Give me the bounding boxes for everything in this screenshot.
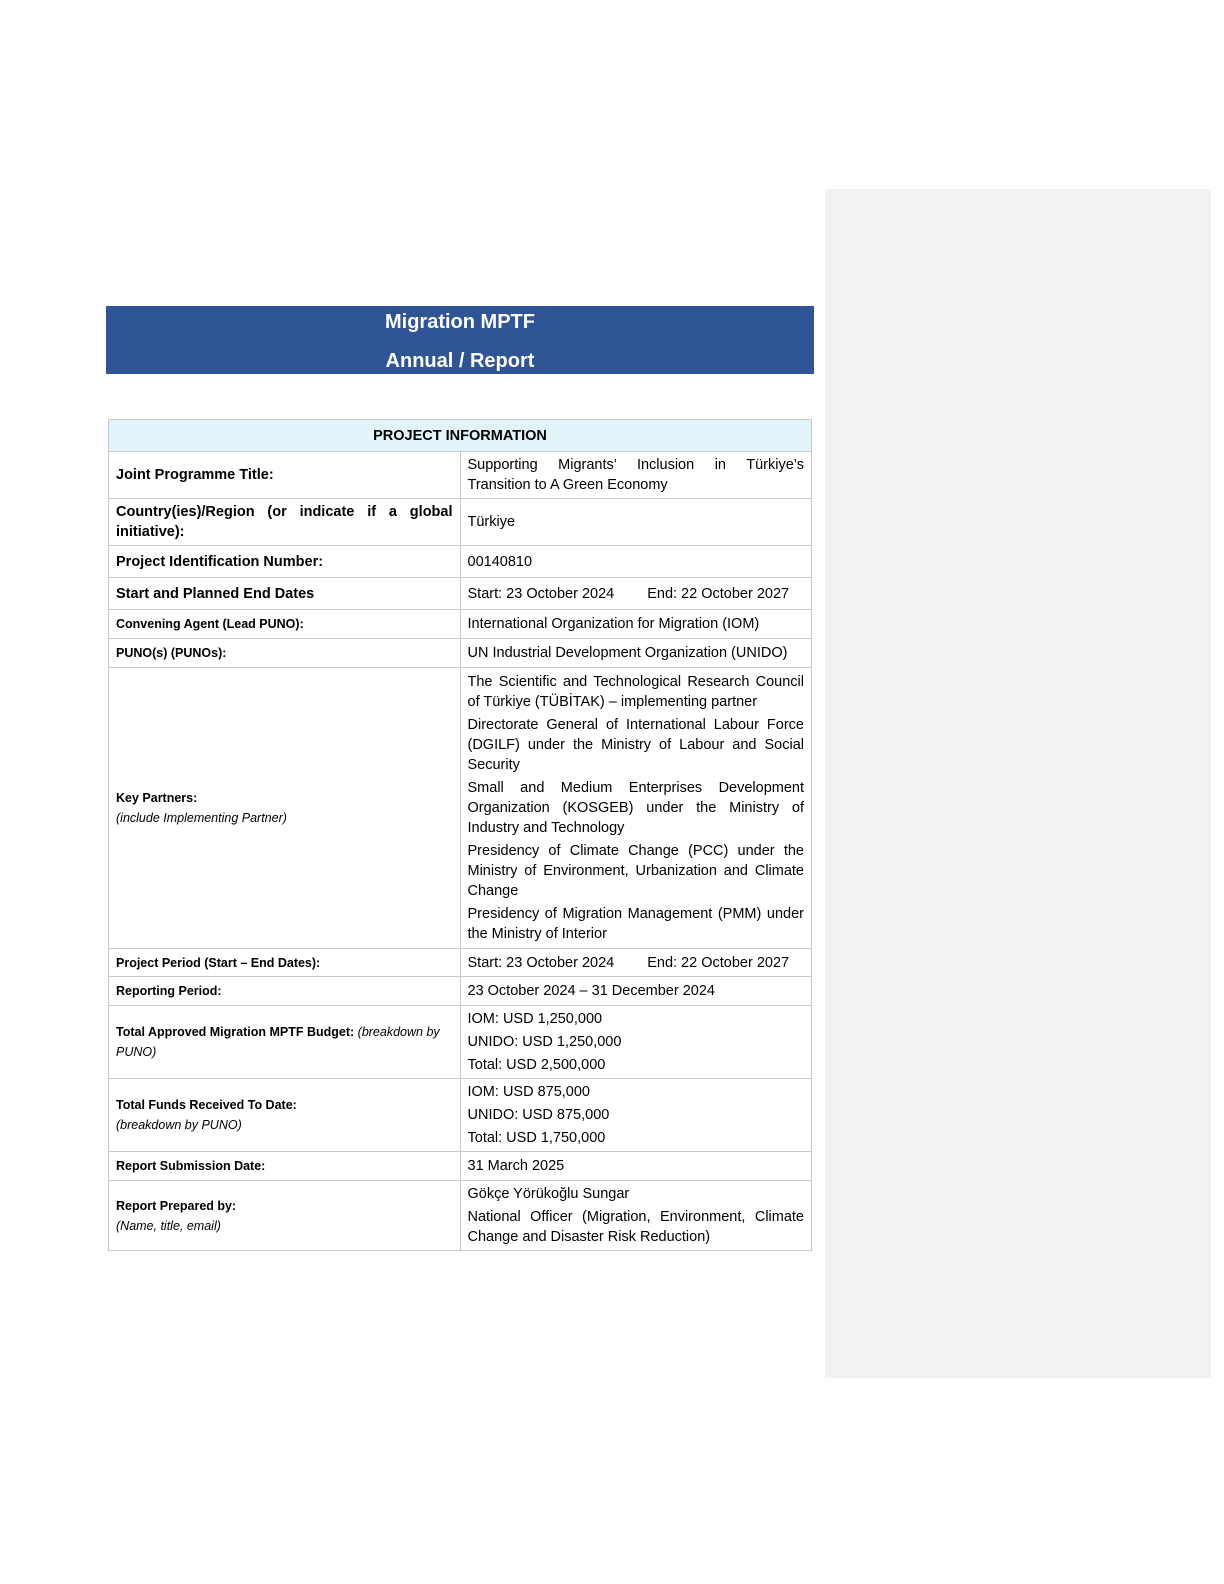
- report-banner: [106, 306, 814, 374]
- convening-agent-label: Convening Agent (Lead PUNO):: [109, 610, 461, 639]
- end-date: End: 22 October 2027: [647, 585, 790, 602]
- budget-label-cell: [109, 1006, 461, 1079]
- country-label: Country(ies)/Region (or indicate if a global initiative):: [109, 499, 461, 546]
- table-header: PROJECT INFORMATION: [109, 420, 812, 452]
- start-end-dates-value: [460, 578, 812, 610]
- country-value: Türkiye: [460, 499, 812, 546]
- table-row: [109, 546, 812, 578]
- budget-line: UNIDO: USD 1,250,000: [467, 1034, 622, 1050]
- project-period-value: [460, 949, 812, 977]
- funds-received-value: [460, 1079, 812, 1152]
- project-end-date: End: 22 October 2027: [647, 954, 790, 971]
- banner-subtitle: Annual / Report: [385, 350, 535, 372]
- table-row: [109, 578, 812, 610]
- budget-label-note: (breakdown by PUNO): [116, 1025, 440, 1059]
- table-row: [109, 499, 812, 546]
- prepared-by-sublabel: (Name, title, email): [116, 1218, 221, 1233]
- table-row: [109, 977, 812, 1006]
- project-information-table: [108, 419, 812, 1251]
- project-start-date: Start: 23 October 2024: [467, 954, 615, 971]
- budget-label: Total Approved Migration MPTF Budget:: [116, 1025, 355, 1039]
- reporting-period-value: 23 October 2024 – 31 December 2024: [460, 977, 812, 1006]
- joint-programme-title-value: Supporting Migrants’ Inclusion in Türkiye’s Transition to A Green Economy: [460, 452, 812, 499]
- funds-received-label: Total Funds Received To Date:: [116, 1098, 297, 1112]
- punos-label: PUNO(s) (PUNOs):: [109, 639, 461, 668]
- key-partner-item: Directorate General of International Labour Force (DGILF) under the Ministry of Labour and Social Security: [467, 717, 804, 773]
- budget-value: [460, 1006, 812, 1079]
- joint-programme-title-label: Joint Programme Title:: [109, 452, 461, 499]
- table-row: [109, 668, 812, 949]
- budget-line: IOM: USD 1,250,000: [467, 1011, 603, 1027]
- key-partners-label-cell: [109, 668, 461, 949]
- funds-received-label-cell: [109, 1079, 461, 1152]
- table-row: [109, 1079, 812, 1152]
- key-partners-sublabel: (include Implementing Partner): [116, 811, 287, 825]
- submission-date-value: 31 March 2025: [460, 1152, 812, 1181]
- table-row: [109, 1181, 812, 1251]
- key-partner-item: The Scientific and Technological Research Council of Türkiye (TÜBİTAK) – implementing partner: [467, 674, 804, 710]
- convening-agent-value: International Organization for Migration (IOM): [460, 610, 812, 639]
- key-partner-item: Presidency of Migration Management (PMM) under the Ministry of Interior: [467, 906, 804, 942]
- start-date: Start: 23 October 2024: [467, 585, 615, 602]
- funds-received-sublabel: (breakdown by PUNO): [116, 1118, 242, 1132]
- project-id-value: 00140810: [460, 546, 812, 578]
- key-partner-item: Presidency of Climate Change (PCC) under the Ministry of Environment, Urbanization and Climate Change: [467, 843, 804, 899]
- banner-title: Migration MPTF: [385, 311, 535, 333]
- table-header-row: [109, 420, 812, 452]
- comment-pane: [825, 189, 1211, 1378]
- start-end-dates-label: Start and Planned End Dates: [109, 578, 461, 610]
- prepared-by-label: Report Prepared by:: [116, 1198, 237, 1213]
- prepared-by-name: Gökçe Yörükoğlu Sungar: [467, 1186, 630, 1202]
- funds-line: UNIDO: USD 875,000: [467, 1107, 610, 1123]
- submission-date-label: Report Submission Date:: [109, 1152, 461, 1181]
- table-row: [109, 949, 812, 977]
- funds-line: IOM: USD 875,000: [467, 1084, 590, 1100]
- funds-line: Total: USD 1,750,000: [467, 1130, 606, 1146]
- key-partners-value: [460, 668, 812, 949]
- table-row: [109, 639, 812, 668]
- table-row: [109, 610, 812, 639]
- prepared-by-value: [460, 1181, 812, 1251]
- project-period-label: Project Period (Start – End Dates):: [109, 949, 461, 977]
- project-id-label: Project Identification Number:: [109, 546, 461, 578]
- table-row: [109, 1006, 812, 1079]
- table-row: [109, 452, 812, 499]
- punos-value: UN Industrial Development Organization (UNIDO): [460, 639, 812, 668]
- budget-line: Total: USD 2,500,000: [467, 1057, 606, 1073]
- prepared-by-label-cell: [109, 1181, 461, 1251]
- key-partners-label: Key Partners:: [116, 791, 198, 805]
- table-row: [109, 1152, 812, 1181]
- prepared-by-title: National Officer (Migration, Environment, Climate Change and Disaster Risk Reduction): [467, 1209, 804, 1245]
- key-partner-item: Small and Medium Enterprises Development Organization (KOSGEB) under the Ministry of Industry and Technology: [467, 780, 804, 836]
- reporting-period-label: Reporting Period:: [109, 977, 461, 1006]
